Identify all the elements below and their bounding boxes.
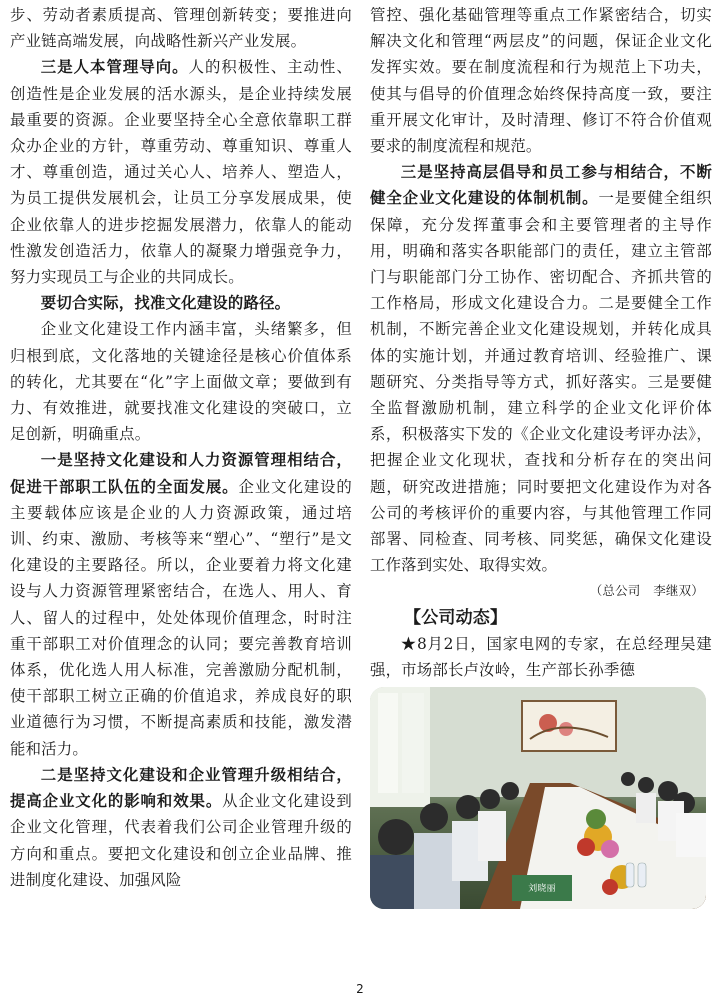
news-item: ★8月2日，国家电网的专家，在总经理吴建强，市场部长卢汝岭，生产部长孙季德 bbox=[370, 634, 712, 679]
paragraph: 管控、强化基础管理等重点工作紧密结合，切实解决文化和管理“两层皮”的问题，保证企业文化发挥实效。要在制度流程和行为规范上下功夫，使其与倡导的价值理念始终保持高度一致，要注重开展文化审计，及时清理、修订不符合价值观要求的制度流程和规范。 bbox=[370, 6, 712, 156]
page-number: 2 bbox=[356, 982, 364, 996]
author-signature: （总公司 李继双） bbox=[589, 583, 704, 599]
bold-lead: 三是坚持高层倡导和员工参与相结合，不断健全企业文化建设的体制机制。 bbox=[370, 163, 712, 208]
paragraph bbox=[10, 54, 352, 290]
paragraph bbox=[370, 159, 712, 578]
paragraph: 步、劳动者素质提高、管理创新转变；要推进向产业链高端发展，向战略性新兴产业发展。 bbox=[10, 6, 352, 51]
bold-lead: 一是坚持文化建设和人力资源管理相结合，促进干部职工队伍的全面发展。 bbox=[10, 451, 352, 496]
section-heading: 【公司动态】 bbox=[404, 607, 508, 628]
paragraph-text: 一是要健全组织保障，充分发挥董事会和主要管理者的主导作用，明确和落实各职能部门的责任，建立主管部门与职能部门分工协作、密切配合、齐抓共管的工作格局，形成文化建设合力。二是要健全工作机制，不断完善企业文化建设规划，并转化成具体的实施计划，并通过教育培训、经验推广、课题研究、分类指导等方式，抓好落实。三是要健全监督激励机制，建立科学的企业文化评价体系，积极落实下发的《企业文化建设考评办法》，把握企业文化现状，查找和分析存在的突出问题，研究改进措施；同时要把文化建设作为对各公司的考核评价的重要内容，与其他管理工作同部署、同检查、同考核、同奖惩，确保文化建设工作落到实处、取得实效。 bbox=[370, 189, 712, 575]
paragraph-text: 从企业文化建设到企业文化管理，代表着我们公司企业管理升级的方向和重点。要把文化建设和创立企业品牌、推进制度化建设、加强风险 bbox=[10, 792, 352, 889]
meeting-photo bbox=[370, 687, 706, 909]
left-column bbox=[10, 2, 352, 893]
section-subheading: 要切合实际，找准文化建设的路径。 bbox=[40, 294, 291, 313]
paragraph: 企业文化建设工作内涵丰富，头绪繁多，但归根到底，文化落地的关键途径是核心价值体系的转化，尤其要在“化”字上面做文章；要做到有力、有效推进，就要找准文化建设的突破口，立足创新，明确重点。 bbox=[10, 320, 352, 444]
right-column bbox=[370, 2, 712, 909]
paragraph-text: 人的积极性、主动性、创造性是企业发展的活水源头，是企业持续发展最重要的资源。企业要坚持全心全意依靠职工群众办企业的方针，尊重劳动、尊重知识、尊重人才、尊重创造，通过关心人、培养人、塑造人，为员工提供发展机会，让员工分享发展成果，使企业依靠人的进步挖掘发展潜力，依靠人的能动性激发创造活力，依靠人的凝聚力增强竞争力，努力实现员工与企业的共同成长。 bbox=[10, 58, 352, 287]
name-placard: 刘晓丽 bbox=[528, 884, 556, 895]
paragraph bbox=[10, 447, 352, 761]
meeting-photo-illustration bbox=[370, 687, 706, 909]
paragraph-text: 企业文化建设的主要载体应该是企业的人力资源政策，通过培训、约束、激励、考核等来“塑心”、“塑行”是文化建设的主要路径。所以，企业要着力将文化建设与人力资源管理紧密结合，在选人、用人、育人、留人的过程中，处处体现价值理念，时时注重干部职工对价值理念的认同；要完善教育培训体系，优化选人用人标准，完善激励分配机制，使干部职工树立正确的价值追求，养成良好的职业道德行为习惯，不断提高素质和技能，激发潜能和活力。 bbox=[10, 477, 352, 758]
paragraph bbox=[10, 762, 352, 893]
bold-lead: 三是人本管理导向。 bbox=[40, 58, 189, 77]
bold-lead: 二是坚持文化建设和企业管理升级相结合，提高企业文化的影响和效果。 bbox=[10, 765, 352, 811]
